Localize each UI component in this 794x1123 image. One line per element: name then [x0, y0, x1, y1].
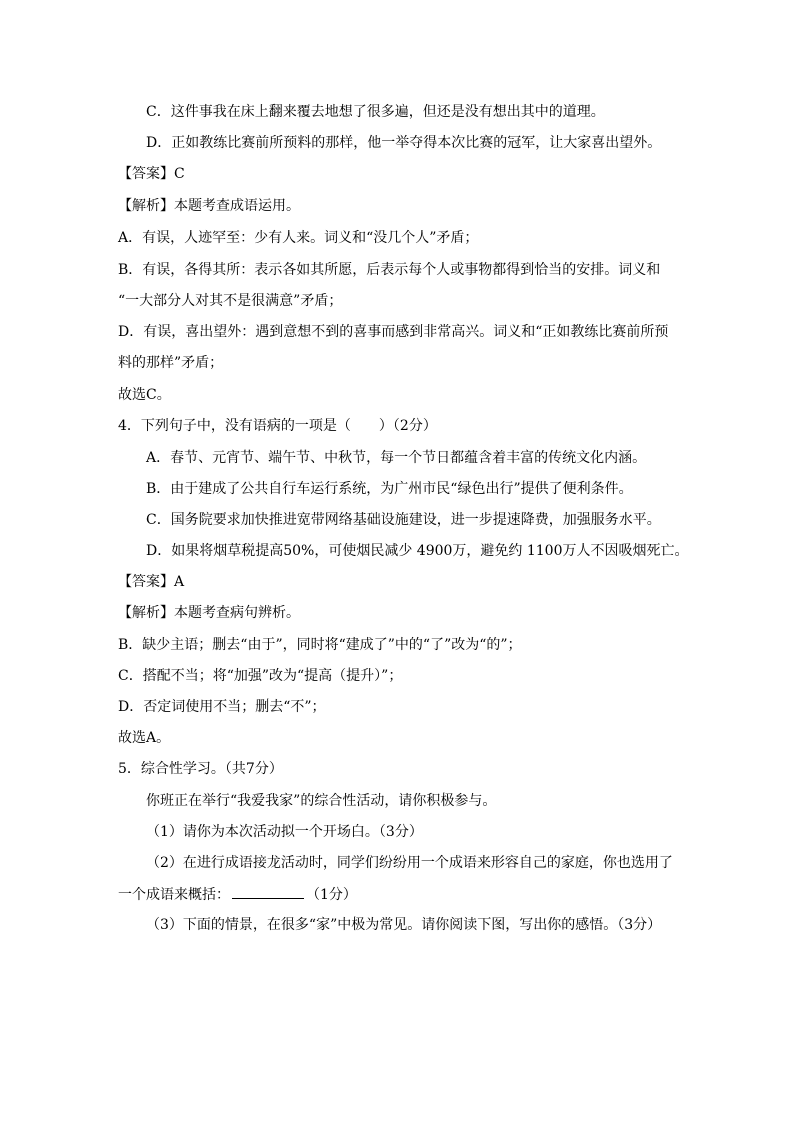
analysis-4-heading: 【解析】本题考查病句辨析。	[118, 605, 300, 621]
question-4-option-a: A．春节、元宵节、端午节、中秋节，每一个节日都蕴含着丰富的传统文化内涵。	[146, 450, 647, 466]
question-5-sub2-score: （1分）	[306, 887, 357, 903]
analysis-3-heading: 【解析】本题考查成语运用。	[118, 198, 300, 214]
question-5-sub3: （3）下面的情景，在很多“家”中极为常见。请你阅读下图，写出你的感悟。（3分）	[146, 917, 662, 933]
conclusion-4: 故选A。	[118, 730, 171, 746]
analysis-3-b-line2: “一大部分人对其不是很满意”矛盾；	[118, 293, 343, 309]
option-d-idiom: D．正如教练比赛前所预料的那样，他一举夺得本次比赛的冠军，让大家喜出望外。	[146, 135, 662, 151]
question-5-sub2-line2	[118, 884, 357, 904]
option-c-idiom: C．这件事我在床上翻来覆去地想了很多遍，但还是没有想出其中的道理。	[146, 104, 605, 120]
analysis-3-d-line2: 料的那样”矛盾；	[118, 355, 224, 371]
question-5-sub1: （1）请你为本次活动拟一个开场白。（3分）	[146, 824, 423, 840]
question-4-option-c: C．国务院要求加快推进宽带网络基础设施建设，进一步提速降费，加强服务水平。	[146, 512, 661, 528]
answer-4: 【答案】A	[118, 574, 185, 590]
question-4-option-b: B．由于建成了公共自行车运行系统，为广州市民“绿色出行”提供了便利条件。	[146, 481, 633, 497]
question-5-sub2-line1: （2）在进行成语接龙活动时，同学们纷纷用一个成语来形容自己的家庭，你也选用了	[146, 855, 673, 871]
conclusion-3: 故选C。	[118, 387, 171, 403]
question-4-title: 4．下列句子中，没有语病的一项是（ ）（2分）	[118, 418, 437, 434]
question-4-option-d: D．如果将烟草税提高50%，可使烟民减少 4900万，避免约 1100万人不因吸烟死亡。	[146, 543, 689, 559]
analysis-3-b-line1: B．有误，各得其所：表示各如其所愿，后表示每个人或事物都得到恰当的安排。词义和	[118, 262, 661, 278]
answer-3: 【答案】C	[118, 166, 185, 182]
answer-blank[interactable]	[232, 884, 304, 899]
analysis-3-a: A．有误，人迹罕至：少有人来。词义和“没几个人”矛盾；	[118, 230, 479, 246]
question-5-title: 5．综合性学习。（共7分）	[118, 761, 283, 777]
analysis-4-b: B．缺少主语；删去“由于”，同时将“建成了”中的“了”改为“的”；	[118, 637, 522, 653]
question-5-intro: 你班正在举行“我爱我家”的综合性活动，请你积极参与。	[146, 793, 497, 809]
analysis-4-c: C．搭配不当；将“加强”改为“提高（提升）”；	[118, 668, 403, 684]
analysis-3-d-line1: D．有误，喜出望外：遇到意想不到的喜事而感到非常高兴。词义和“正如教练比赛前所预	[118, 324, 669, 340]
question-5-sub2-prompt: 一个成语来概括：	[118, 887, 230, 903]
analysis-4-d: D．否定词使用不当；删去“不”；	[118, 699, 326, 715]
